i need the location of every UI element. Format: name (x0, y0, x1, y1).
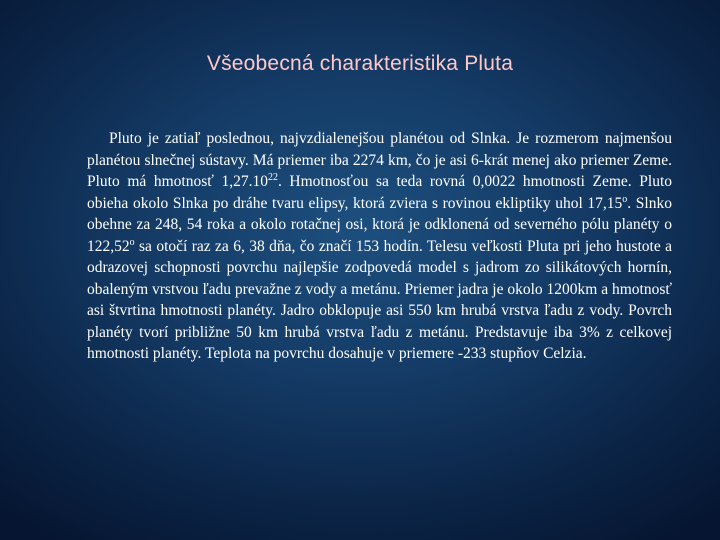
slide-body-text (87, 128, 672, 365)
degree-superscript-axis: o (129, 236, 135, 248)
body-text-part-3: . Slnko obehne za 248, 54 roka a okolo rotačnej osi, ktorá je odklonená od severného pólu planéty o 122,52 (87, 194, 672, 255)
body-text-part-4: sa otočí raz za 6, 38 dňa, čo značí 153 hodín. Telesu veľkosti Pluta pri jeho hustote a odrazovej schopnosti povrchu najlepšie zodpovedá model s jadrom zo silikátových hornín, obaleným vrstvou ľadu prevažne z vody a metánu. Priemer jadra je okolo 1200km a hmotnosť asi štvrtina hmotnosti planéty. Jadro obklopuje asi 550 km hrubá vrstva ľadu z vody. Povrch planéty tvorí približne 50 km hrubá vrstva ľadu z metánu. Predstavuje iba 3% z celkovej hmotnosti planéty. Teplota na povrchu dosahuje v priemere -233 stupňov Celzia. (87, 237, 672, 362)
body-text-part-1: Pluto je zatiaľ poslednou, najvzdialenejšou planétou od Slnka. Je rozmerom najmenšou planétou slnečnej sústavy. Má priemer iba 2274 km, čo je asi 6-krát menej ako priemer Zeme. Pluto má hmotnosť 1,27.10 (87, 130, 672, 190)
exponent-superscript: 22 (267, 171, 278, 183)
body-text-part-2: . Hmotnosťou sa teda rovná 0,0022 hmotnosti Zeme. Pluto obieha okolo Slnka po dráhe tvaru elipsy, ktorá zviera s rovinou ekliptiky uhol 17,15 (87, 173, 673, 212)
slide-title: Všeobecná charakteristika Pluta (206, 52, 514, 75)
degree-superscript-inclination: o (622, 193, 628, 205)
